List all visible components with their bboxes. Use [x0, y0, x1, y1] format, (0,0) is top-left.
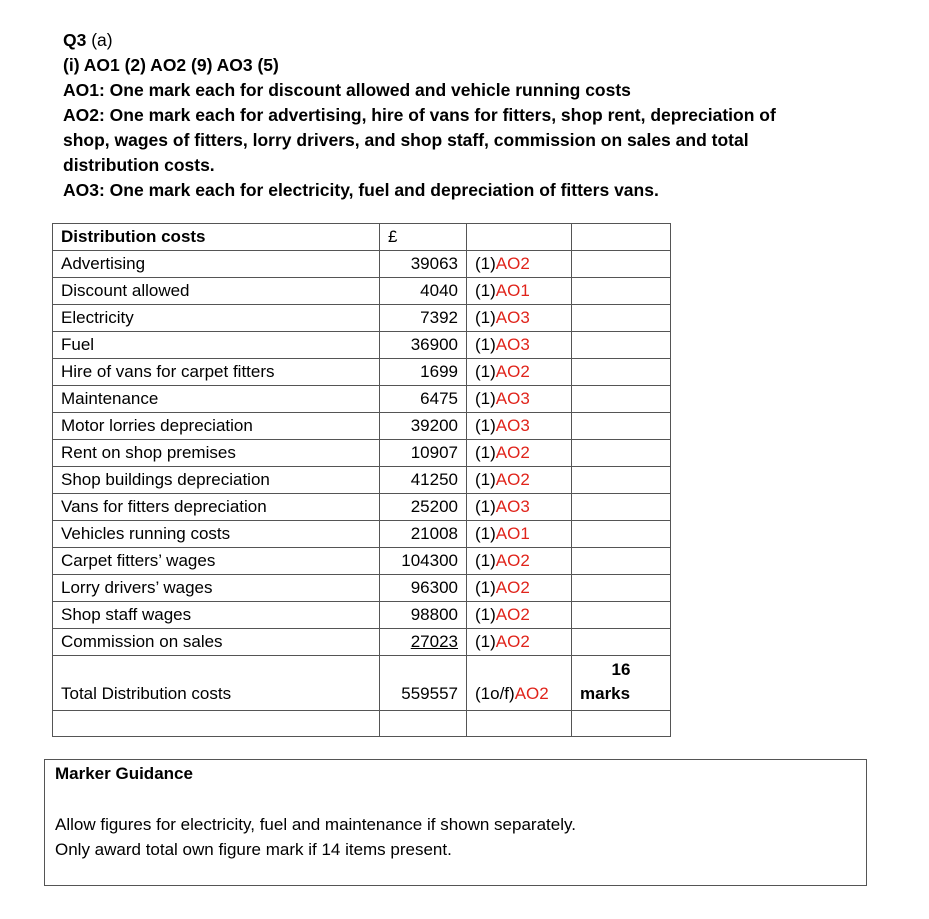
table-row — [53, 251, 671, 278]
cost-amount: 98800 — [380, 602, 467, 629]
table-row — [53, 305, 671, 332]
mark-cell — [467, 386, 572, 413]
table-row — [53, 278, 671, 305]
ao-code: AO2 — [495, 605, 530, 624]
mark-cell — [467, 602, 572, 629]
total-label: Total Distribution costs — [53, 656, 380, 711]
table-row — [53, 332, 671, 359]
ao-code: AO3 — [495, 308, 530, 327]
cost-item: Motor lorries depreciation — [53, 413, 380, 440]
mark-cell — [467, 548, 572, 575]
ao-code: AO2 — [495, 551, 530, 570]
column-heading: Distribution costs — [53, 224, 380, 251]
mark-value: (1) — [475, 254, 496, 273]
cost-item: Vehicles running costs — [53, 521, 380, 548]
mark-value: (1) — [475, 281, 496, 300]
cost-item: Carpet fitters’ wages — [53, 548, 380, 575]
total-marks-number: 16 — [611, 660, 631, 679]
cost-item: Discount allowed — [53, 278, 380, 305]
cost-item: Hire of vans for carpet fitters — [53, 359, 380, 386]
cost-amount: 104300 — [380, 548, 467, 575]
cost-amount: 96300 — [380, 575, 467, 602]
table-row — [53, 413, 671, 440]
cost-item: Shop staff wages — [53, 602, 380, 629]
mark-cell — [467, 251, 572, 278]
table-row — [53, 386, 671, 413]
table-row — [53, 440, 671, 467]
mark-cell — [467, 575, 572, 602]
table-row — [53, 575, 671, 602]
mark-value: (1) — [475, 578, 496, 597]
table-header-row — [53, 224, 671, 251]
cost-amount: 7392 — [380, 305, 467, 332]
cost-amount: 25200 — [380, 494, 467, 521]
total-marks — [572, 656, 671, 711]
guidance-line: Allow figures for electricity, fuel and maintenance if shown separately. — [55, 815, 576, 834]
mark-value: (1) — [475, 362, 496, 381]
question-header — [63, 28, 883, 203]
ao3-criteria: AO3: One mark each for electricity, fuel and depreciation of fitters vans. — [63, 180, 659, 200]
table-row — [53, 602, 671, 629]
ao2-criteria-3: distribution costs. — [63, 155, 215, 175]
ao-code: AO3 — [495, 497, 530, 516]
mark-cell — [467, 413, 572, 440]
mark-value: (1) — [475, 335, 496, 354]
cost-amount: 6475 — [380, 386, 467, 413]
cost-amount: 1699 — [380, 359, 467, 386]
mark-cell — [467, 494, 572, 521]
ao1-criteria: AO1: One mark each for discount allowed and vehicle running costs — [63, 80, 631, 100]
cost-item: Lorry drivers’ wages — [53, 575, 380, 602]
cost-item: Advertising — [53, 251, 380, 278]
ao-breakdown: (i) AO1 (2) AO2 (9) AO3 (5) — [63, 55, 279, 75]
cost-amount: 39200 — [380, 413, 467, 440]
guidance-title: Marker Guidance — [55, 764, 193, 783]
ao-code: AO1 — [495, 281, 530, 300]
cost-item: Maintenance — [53, 386, 380, 413]
table-row — [53, 548, 671, 575]
total-row — [53, 656, 671, 711]
mark-value: (1o/f) — [475, 684, 515, 703]
ao-code: AO2 — [514, 684, 549, 703]
mark-value: (1) — [475, 443, 496, 462]
cost-item: Commission on sales — [53, 629, 380, 656]
total-amount: 559557 — [380, 656, 467, 711]
table-row — [53, 359, 671, 386]
cost-amount: 41250 — [380, 467, 467, 494]
mark-value: (1) — [475, 470, 496, 489]
mark-value: (1) — [475, 416, 496, 435]
ao-code: AO3 — [495, 416, 530, 435]
table-row — [53, 494, 671, 521]
guidance-line: Only award total own figure mark if 14 items present. — [55, 840, 452, 859]
cost-amount: 4040 — [380, 278, 467, 305]
table-row — [53, 521, 671, 548]
ao-code: AO1 — [495, 524, 530, 543]
ao-code: AO2 — [495, 362, 530, 381]
mark-value: (1) — [475, 524, 496, 543]
mark-value: (1) — [475, 308, 496, 327]
cost-amount: 21008 — [380, 521, 467, 548]
ao-code: AO2 — [495, 470, 530, 489]
mark-value: (1) — [475, 551, 496, 570]
cost-item: Rent on shop premises — [53, 440, 380, 467]
distribution-costs-table — [52, 223, 671, 737]
mark-value: (1) — [475, 632, 496, 651]
mark-value: (1) — [475, 389, 496, 408]
cost-item: Fuel — [53, 332, 380, 359]
table-row — [53, 467, 671, 494]
cost-amount: 27023 — [380, 629, 467, 656]
mark-cell — [467, 521, 572, 548]
mark-value: (1) — [475, 605, 496, 624]
ao2-criteria-2: shop, wages of fitters, lorry drivers, and shop staff, commission on sales and total — [63, 130, 749, 150]
cost-item: Vans for fitters depreciation — [53, 494, 380, 521]
cost-amount: 36900 — [380, 332, 467, 359]
question-number: Q3 (a) — [63, 30, 113, 50]
cost-item: Shop buildings depreciation — [53, 467, 380, 494]
cost-amount: 39063 — [380, 251, 467, 278]
mark-value: (1) — [475, 497, 496, 516]
cost-item: Electricity — [53, 305, 380, 332]
cost-amount: 10907 — [380, 440, 467, 467]
ao-code: AO3 — [495, 389, 530, 408]
blank-row — [53, 711, 671, 737]
mark-cell — [467, 359, 572, 386]
marker-guidance-box — [44, 759, 867, 886]
mark-cell — [467, 440, 572, 467]
ao-code: AO2 — [495, 578, 530, 597]
ao-code: AO2 — [495, 443, 530, 462]
ao-code: AO3 — [495, 335, 530, 354]
mark-cell — [467, 332, 572, 359]
total-marks-word: marks — [580, 684, 631, 703]
mark-cell — [467, 467, 572, 494]
mark-cell — [467, 629, 572, 656]
mark-cell — [467, 305, 572, 332]
ao-code: AO2 — [495, 254, 530, 273]
mark-cell — [467, 656, 572, 711]
ao2-criteria-1: AO2: One mark each for advertising, hire of vans for fitters, shop rent, depreciation of — [63, 105, 776, 125]
currency-heading: £ — [380, 224, 467, 251]
ao-code: AO2 — [495, 632, 530, 651]
table-row — [53, 629, 671, 656]
mark-cell — [467, 278, 572, 305]
